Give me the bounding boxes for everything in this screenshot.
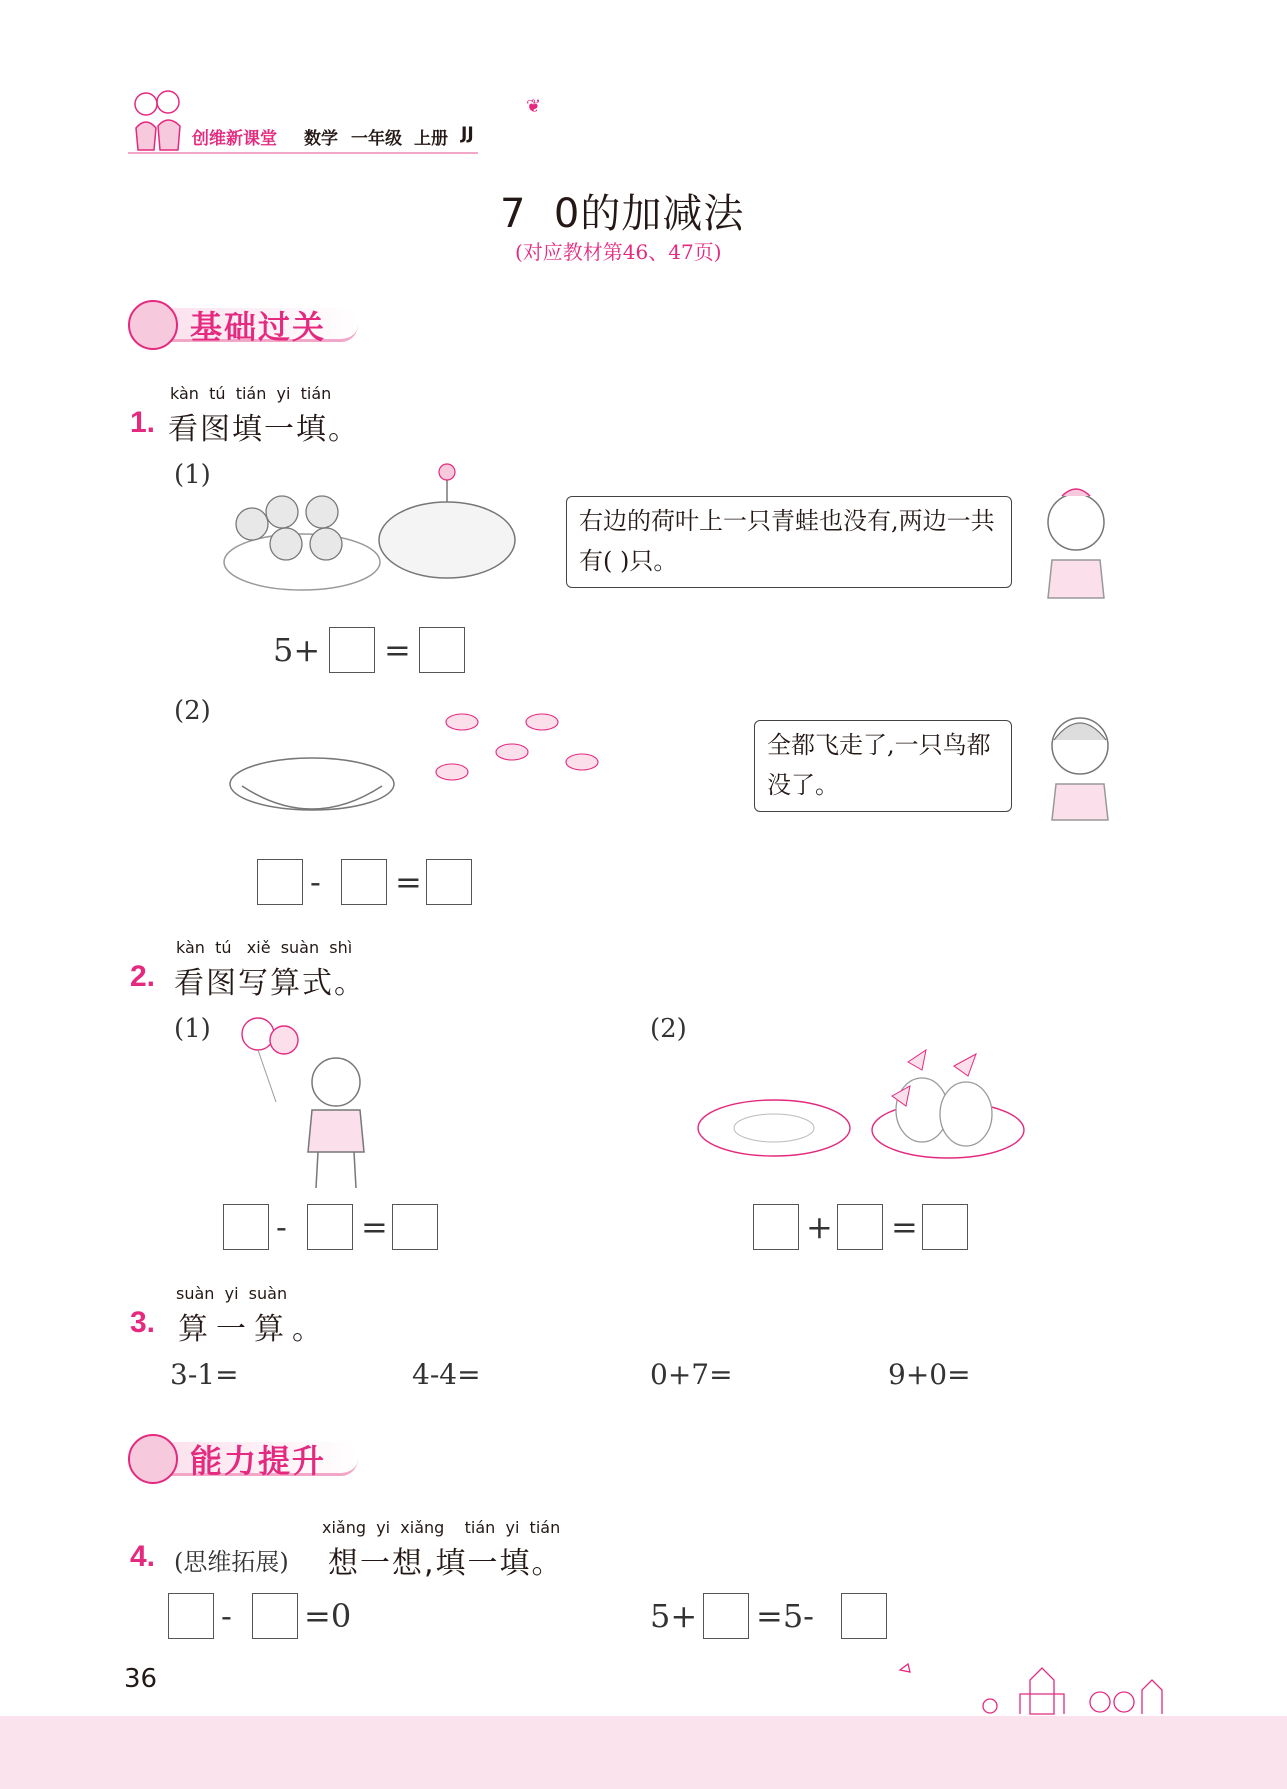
q2-part1-answer-box-3[interactable] xyxy=(392,1204,438,1250)
q4-eq1-tail: =0 xyxy=(304,1597,352,1635)
page-number: 36 xyxy=(124,1664,158,1694)
plates-with-pears-illustration xyxy=(696,1040,1026,1170)
q1-part1-eq-sign: = xyxy=(384,631,411,669)
q2-part1-minus: - xyxy=(276,1208,287,1246)
header-mascot-illustration xyxy=(128,88,186,154)
page-subtitle: (对应教材第46、47页) xyxy=(515,240,722,264)
q2-part2-answer-box-1[interactable] xyxy=(753,1204,799,1250)
q2-part1-answer-box-2[interactable] xyxy=(307,1204,353,1250)
q2-part2-label: (2) xyxy=(650,1014,687,1044)
q4-eq2-answer-box-1[interactable] xyxy=(703,1593,749,1639)
q1-text: 看图填一填。 xyxy=(168,412,360,447)
q4-eq2-mid: =5- xyxy=(756,1597,814,1635)
section-banner-basic xyxy=(128,300,388,348)
boy-avatar xyxy=(1040,704,1120,824)
mascot-badge-icon xyxy=(128,1434,178,1484)
q3-item-2: 4-4= xyxy=(412,1358,481,1391)
q2-part2-answer-box-3[interactable] xyxy=(922,1204,968,1250)
q1-part1-eq-prefix: 5+ xyxy=(273,631,321,669)
frogs-on-lily-pad-illustration xyxy=(222,462,522,602)
q1-part1-answer-box-1[interactable] xyxy=(329,627,375,673)
nest-and-birds-illustration xyxy=(222,702,622,832)
q3-number: 3. xyxy=(130,1306,156,1339)
q2-part2-answer-box-2[interactable] xyxy=(837,1204,883,1250)
header-volume: 上册 xyxy=(414,129,448,149)
q1-part2-answer-box-2[interactable] xyxy=(341,859,387,905)
mascot-badge-icon xyxy=(128,300,178,350)
q4-eq2-answer-box-2[interactable] xyxy=(841,1593,887,1639)
q4-number: 4. xyxy=(130,1540,156,1573)
header-grade: 一年级 xyxy=(351,129,402,149)
header-underline xyxy=(128,152,478,154)
q3-item-1: 3-1= xyxy=(170,1358,239,1391)
header-subject: 数学 xyxy=(304,129,338,149)
q1-part2-speech-bubble: 全都飞走了,一只鸟都没了。 xyxy=(754,720,1012,812)
section-banner-advanced xyxy=(128,1434,388,1482)
q2-text: 看图写算式。 xyxy=(174,966,366,1001)
q1-number: 1. xyxy=(130,406,156,439)
header-brand: 创维新课堂 xyxy=(192,129,277,149)
q3-text: 算一算。 xyxy=(178,1312,330,1347)
q2-number: 2. xyxy=(130,960,156,993)
q1-part2-answer-box-1[interactable] xyxy=(257,859,303,905)
q4-prefix: (思维拓展) xyxy=(174,1548,289,1576)
q4-eq1-answer-box-1[interactable] xyxy=(168,1593,214,1639)
q3-pinyin: suàn yi suàn xyxy=(176,1284,288,1303)
q4-eq2-head: 5+ xyxy=(650,1597,698,1635)
q2-part1-eq-sign: = xyxy=(361,1208,388,1246)
q3-item-3: 0+7= xyxy=(650,1358,733,1391)
butterfly-icon: ❦ xyxy=(526,96,542,117)
q4-eq1-minus: - xyxy=(221,1597,232,1635)
page-title: 7 0的加减法 xyxy=(500,191,745,237)
section-title-basic: 基础过关 xyxy=(190,308,327,346)
footer-band xyxy=(0,1716,1287,1789)
boy-with-balloons-illustration xyxy=(236,1012,396,1190)
header-edition: JJ xyxy=(461,124,474,144)
q2-pinyin: kàn tú xiě suàn shì xyxy=(176,938,353,957)
q1-pinyin: kàn tú tián yi tián xyxy=(170,384,332,403)
q1-part2-answer-box-3[interactable] xyxy=(426,859,472,905)
q1-part2-label: (2) xyxy=(174,696,211,726)
q1-part1-answer-box-2[interactable] xyxy=(419,627,465,673)
q2-part2-plus: + xyxy=(806,1208,833,1246)
girl-avatar xyxy=(1036,480,1116,600)
q1-part1-label: (1) xyxy=(174,460,211,490)
q1-part2-eq-sign: = xyxy=(395,863,422,901)
q2-part2-eq-sign: = xyxy=(891,1208,918,1246)
q4-text: 想一想,填一填。 xyxy=(328,1546,564,1581)
q4-eq1-answer-box-2[interactable] xyxy=(252,1593,298,1639)
q1-part2-minus: - xyxy=(310,863,321,901)
q3-item-4: 9+0= xyxy=(888,1358,971,1391)
q2-part1-answer-box-1[interactable] xyxy=(223,1204,269,1250)
q1-part1-speech-bubble: 右边的荷叶上一只青蛙也没有,两边一共有( )只。 xyxy=(566,496,1012,588)
section-title-advanced: 能力提升 xyxy=(190,1442,327,1480)
castle-decoration-icon xyxy=(880,1650,1170,1716)
q4-pinyin: xiǎng yi xiǎng tián yi tián xyxy=(322,1518,561,1537)
q2-part1-label: (1) xyxy=(174,1014,211,1044)
